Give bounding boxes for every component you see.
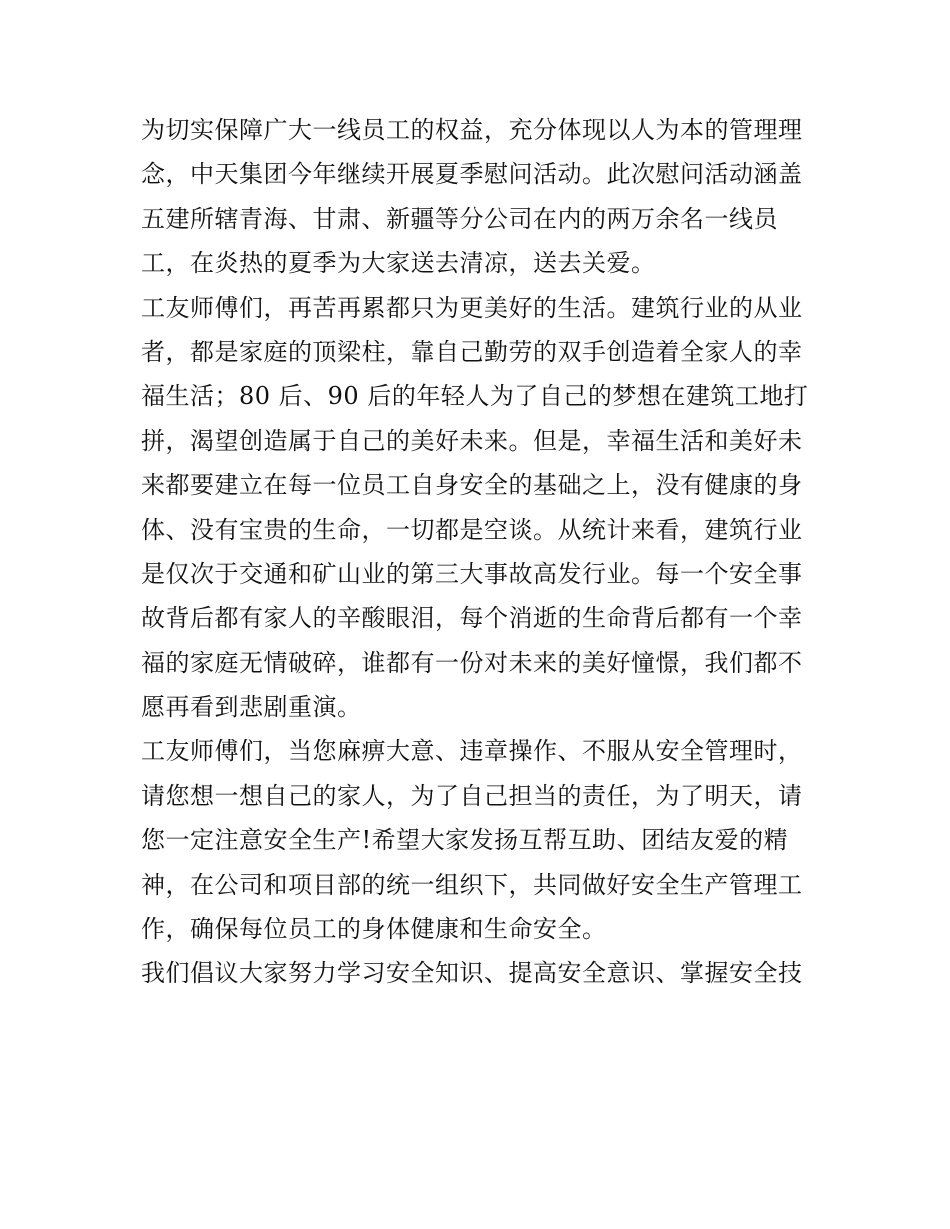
- text-line: 五建所辖青海、甘肃、新疆等分公司在内的两万余名一线员: [141, 204, 778, 233]
- text-line: 我们倡议大家努力学习安全知识、提高安全意识、掌握安全技: [141, 959, 803, 988]
- text-line: 请您想一想自己的家人，为了自己担当的责任，为了明天，请: [141, 781, 803, 810]
- text-line: 是仅次于交通和矿山业的第三大事故高发行业。每一个安全事: [141, 559, 803, 588]
- text-line: 为切实保障广大一线员工的权益，充分体现以人为本的管理理: [141, 116, 803, 144]
- text-line: 愿再看到悲剧重演。: [141, 693, 362, 722]
- text-line: 您一定注意安全生产!希望大家发扬互帮互助、团结友爱的精: [141, 826, 789, 855]
- text-line: 作，确保每位员工的身体健康和生命安全。: [141, 915, 607, 944]
- text-line: 拼，渴望创造属于自己的美好未来。但是，幸福生活和美好未: [141, 426, 803, 455]
- text-line: 者，都是家庭的顶梁柱，靠自己勤劳的双手创造着全家人的幸: [141, 337, 803, 366]
- text-line: 工友师傅们，当您麻痹大意、违章操作、不服从安全管理时，: [141, 737, 803, 766]
- text-line: 工友师傅们，再苦再累都只为更美好的生活。建筑行业的从业: [141, 293, 803, 322]
- text-line: 念，中天集团今年继续开展夏季慰问活动。此次慰问活动涵盖: [141, 160, 803, 189]
- text-line: 体、没有宝贵的生命，一切都是空谈。从统计来看，建筑行业: [141, 515, 803, 544]
- text-line: 工，在炎热的夏季为大家送去清凉，送去关爱。: [141, 249, 656, 278]
- text-line: 来都要建立在每一位员工自身安全的基础之上，没有健康的身: [141, 471, 803, 500]
- text-line: 神，在公司和项目部的统一组织下，共同做好安全生产管理工: [141, 870, 803, 899]
- document-body: [141, 108, 821, 996]
- text-line: 福生活；80 后、90 后的年轻人为了自己的梦想在建筑工地打: [141, 382, 809, 411]
- text-line: 福的家庭无情破碎，谁都有一份对未来的美好憧憬，我们都不: [141, 648, 803, 677]
- text-line: 故背后都有家人的辛酸眼泪，每个消逝的生命背后都有一个幸: [141, 604, 803, 633]
